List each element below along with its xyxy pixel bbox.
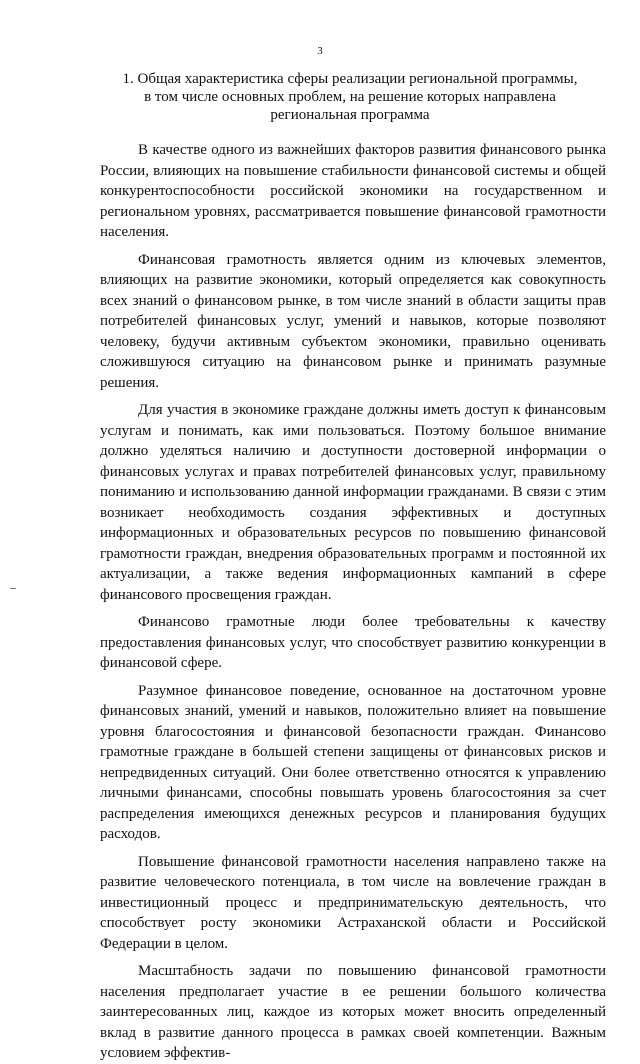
- document-body: [100, 140, 606, 1064]
- paragraph: Финансовая грамотность является одним из ключевых элементов, влияющих на развитие экономики, который определяется как совокупность всех знаний о финансовом рынке, в том числе знаний в области защиты прав потребителей финансовых услуг, умений и навыков, которые позволяют человеку, будучи активным субъектом экономики, правильно оценивать сложившуюся ситуацию на финансовом рынке и принимать разумные решения.: [100, 251, 606, 391]
- section-heading-line: 1. Общая характеристика сферы реализации региональной программы,: [122, 71, 578, 87]
- paragraph: В качестве одного из важнейших факторов развития финансового рынка России, влияющих на повышение стабильности финансовой системы и общей конкурентоспособности российской экономики на государственном и региональном уровнях, рассматривается повышение финансовой грамотности населения.: [100, 142, 606, 240]
- paragraph: Разумное финансовое поведение, основанное на достаточном уровне финансовых знаний, умений и навыков, положительно влияет на повышение уровня благосостояния и финансовой безопасности граждан. Финансово грамотные граждане в большей степени защищены от финансовых рисков и непредвиденных ситуаций. Они более ответственно относятся к управлению личными финансами, способны повышать уровень благосостояния за счет распределения имеющихся денежных ресурсов и планирования будущих расходов.: [100, 682, 606, 842]
- page-number: 3: [317, 45, 323, 57]
- section-heading-line: региональная программа: [270, 107, 430, 123]
- section-heading: [96, 70, 604, 124]
- paragraph: Повышение финансовой грамотности населения направлено также на развитие человеческого потенциала, в том числе на вовлечение граждан в инвестиционный процесс и предпринимательскую деятельность, что способствует росту экономики Астраханской области и Российской Федерации в целом.: [100, 853, 606, 952]
- paragraph: Финансово грамотные люди более требовательны к качеству предоставления финансовых услуг, что способствует развитию конкуренции в финансовой сфере.: [100, 614, 606, 671]
- section-heading-line: в том числе основных проблем, на решение которых направлена: [144, 89, 556, 105]
- paragraph: Масштабность задачи по повышению финансовой грамотности населения предполагает участие в ее решении большого количества заинтересованных лиц, каждое из которых может вносить определенный вклад в развитие данного процесса в рамках своей компетенции. Важным условием эффектив-: [100, 963, 606, 1061]
- scan-margin-mark: [10, 588, 16, 589]
- paragraph: Для участия в экономике граждане должны иметь доступ к финансовым услугам и понимать, как ими пользоваться. Поэтому большое внимание должно уделяться наличию и доступности достоверной информации о финансовых услугах и правах потребителей финансовых услуг, правильному пониманию и использованию данной информации гражданами. В связи с этим возникает необходимость создания эффективных и доступных информационных и образовательных ресурсов по повышению финансовой грамотности граждан, внедрения образовательных программ и постоянной их актуализации, а также ведения информационных кампаний в сфере финансового просвещения граждан.: [100, 402, 606, 603]
